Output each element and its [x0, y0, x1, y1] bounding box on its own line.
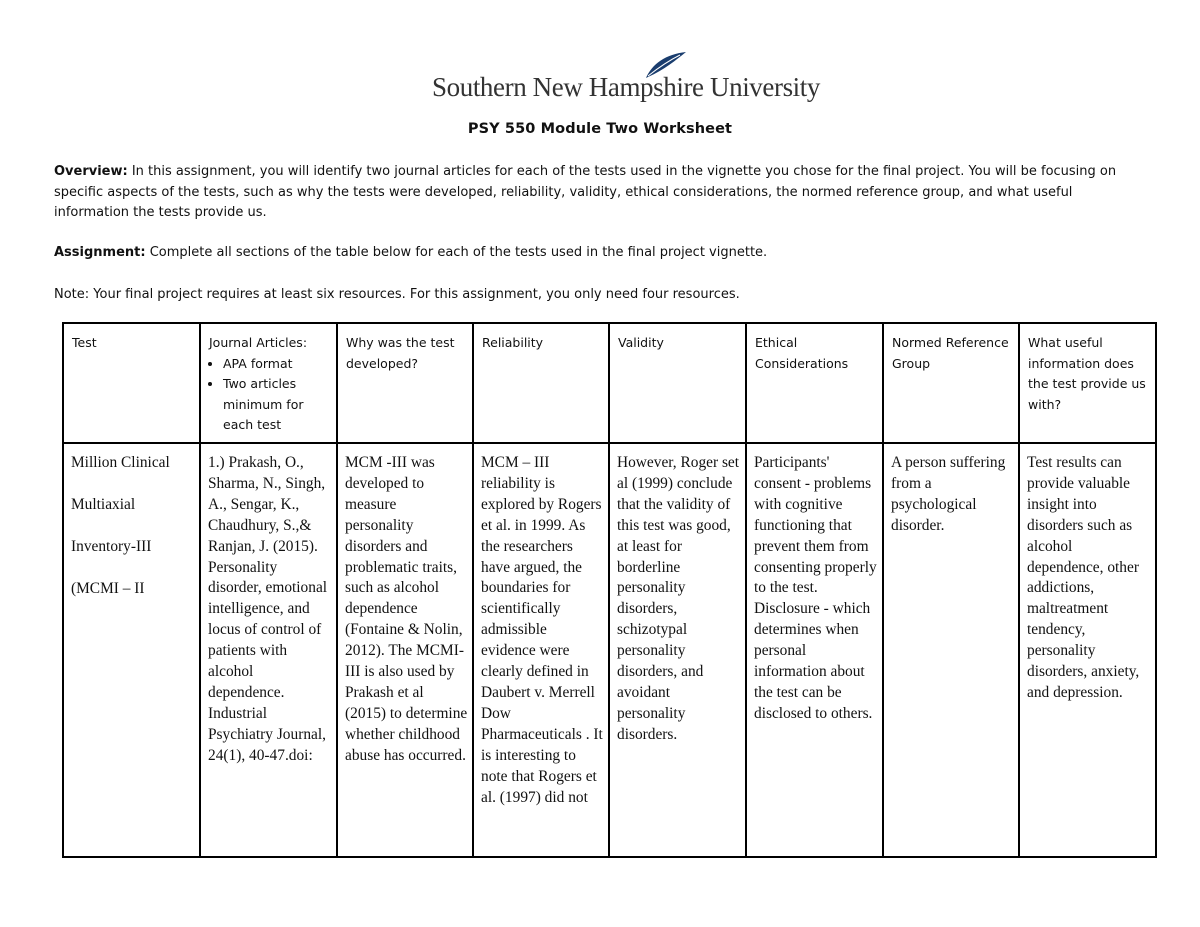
header-test: Test	[63, 323, 200, 443]
test-name-line: Inventory-III	[71, 537, 152, 555]
test-name-line: (MCMI – II	[71, 579, 145, 597]
list-item: • Two articles minimum for each test	[223, 374, 330, 436]
note-paragraph: Note: Your final project requires at least six resources. For this assignment, you only need four resources.	[54, 287, 740, 302]
cell-ethical: Participants' consent - problems with cognitive functioning that prevent them from consenting properly to the test. Disclosure - which determines when personal information about the test can be disclosed to others.	[746, 443, 883, 857]
cell-validity: However, Roger set al (1999) conclude that the validity of this test was good, at least for borderline personality disorders, schizotypal personality disorders, and avoidant personality disorders.	[609, 443, 746, 857]
cell-normed: A person suffering from a psychological disorder.	[883, 443, 1019, 857]
header-useful: What useful information does the test provide us with?	[1019, 323, 1156, 443]
list-item: • APA format	[223, 354, 330, 375]
assignment-paragraph	[54, 243, 1134, 264]
header-journal-label: Journal Articles:	[209, 335, 308, 350]
cell-test	[63, 443, 200, 857]
cell-reliability: MCM – III reliability is explored by Rogers et al. in 1999. As the researchers have argued, the boundaries for scientifically admissible evidence were clearly defined in Daubert v. Merrell Dow Pharmaceuticals . It is interesting to note that Rogers et al. (1997) did not	[473, 443, 609, 857]
header-normed: Normed Reference Group	[883, 323, 1019, 443]
cell-why: MCM -III was developed to measure personality disorders and problematic traits, such as alcohol dependence (Fontaine & Nolin, 2012). The MCMI-III is also used by Prakash et al (2015) to determine whether childhood abuse has occurred.	[337, 443, 473, 857]
assignment-text: Complete all sections of the table below for each of the tests used in the final project vignette.	[145, 245, 768, 260]
worksheet-table	[62, 322, 1157, 858]
test-name-line: Multiaxial	[71, 495, 136, 513]
header-reliability: Reliability	[473, 323, 609, 443]
logo-text: Southern New Hampshire University	[432, 72, 820, 102]
assignment-label: Assignment:	[54, 245, 146, 260]
header-validity: Validity	[609, 323, 746, 443]
overview-label: Overview:	[54, 164, 128, 179]
table-row	[63, 443, 1156, 857]
page-title: PSY 550 Module Two Worksheet	[467, 121, 733, 137]
test-name-line: Million Clinical	[71, 454, 170, 471]
journal-requirements-list	[209, 354, 330, 436]
header-journal	[200, 323, 337, 443]
university-logo	[432, 50, 820, 106]
cell-journal: 1.) Prakash, O., Sharma, N., Singh, A., Sengar, K., Chaudhury, S.,& Ranjan, J. (2015). Personality disorder, emotional intelligence, and locus of control of patients with alcohol dependence. Industrial Psychiatry Journal, 24(1), 40-47.doi:	[200, 443, 337, 857]
header-ethical: Ethical Considerations	[746, 323, 883, 443]
cell-useful: Test results can provide valuable insight into disorders such as alcohol dependence, other addictions, maltreatment tendency, personality disorders, anxiety, and depression.	[1019, 443, 1156, 857]
header-why: Why was the test developed?	[337, 323, 473, 443]
overview-paragraph	[54, 162, 1134, 224]
table-header-row	[63, 323, 1156, 443]
overview-text: In this assignment, you will identify two journal articles for each of the tests used in the vignette you chose for the final project. You will be focusing on specific aspects of the tests, such as why the tests were developed, reliability, validity, ethical considerations, the normed reference group, and what useful information the tests provide us.	[54, 164, 1117, 220]
